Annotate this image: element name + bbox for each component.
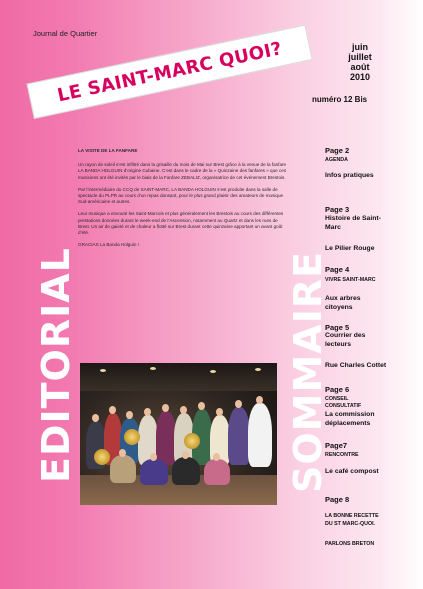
photo-light	[255, 368, 261, 371]
issue-date	[330, 42, 390, 82]
photo-head	[256, 396, 263, 404]
toc-item: PARLONS BRETON	[325, 541, 375, 547]
date-month-1: juin	[352, 42, 368, 52]
editorial-side-title: EDITORIAL	[34, 247, 78, 483]
toc-page-label: Page 8	[325, 495, 350, 504]
article-paragraph: Un rayon de soleil s’est infiltré dans la grisaille du mois de Mai sur Brest grâce à la venue de la fanfare LA BANDA HOLGUIN d’origine Cubaine. C’est dans le cadre de la « Quinzaine des fanfares » que ces musiciens ont été invités par le biais de la Fanfare ZEBALIZ, organisatrice de cet événement Brestois.	[78, 162, 287, 180]
photo-head	[119, 449, 126, 457]
toc-item: Aux arbres	[325, 295, 361, 302]
toc-item: lecteurs	[325, 341, 352, 348]
toc-item: CONSEIL	[325, 396, 349, 402]
photo-person	[156, 411, 176, 465]
photo-head	[144, 408, 151, 416]
article-signoff: GRACIAS La Banda Holguin !	[78, 242, 140, 248]
photo-ceiling	[80, 363, 277, 391]
issue-number: numéro 12 Bis	[312, 95, 368, 104]
toc-item: LA BONNE RECETTE	[325, 513, 379, 519]
toc-item: Infos pratiques	[325, 172, 374, 179]
photo-person	[228, 407, 250, 465]
photo-person	[248, 403, 272, 467]
photo-brass-instrument	[184, 433, 200, 449]
toc-item: La commission	[325, 411, 375, 418]
toc-page-label: Page 3	[325, 205, 350, 214]
article-heading: LA VISITE DE LA FANFARE	[78, 148, 138, 153]
photo-brass-instrument	[94, 449, 110, 465]
photo-person	[140, 459, 168, 485]
article-paragraph: Par l’intermédiaire du CCQ de SAINT-MARC, LA BANDA HOLGUIN s’est produite dans la salle de spectacle du PLPR au cours d’un repas dansant, pour le plus grand plaisir des amateurs de musique Sud-américaine et autres.	[78, 186, 284, 205]
photo-light	[100, 369, 106, 372]
date-year: 2010	[349, 72, 371, 82]
photo-head	[216, 408, 223, 416]
photo-head	[92, 414, 99, 422]
band-photo	[80, 363, 277, 505]
photo-head	[180, 406, 187, 414]
toc-page-label: Page 6	[325, 385, 350, 394]
photo-head	[182, 451, 189, 459]
photo-head	[213, 453, 220, 461]
toc-item: citoyens	[325, 304, 353, 311]
photo-head	[150, 453, 157, 461]
journal-label: Journal de Quartier	[33, 29, 98, 38]
photo-head	[109, 406, 116, 414]
title-banner	[27, 25, 313, 119]
photo-brass-instrument	[124, 429, 140, 445]
photo-person	[204, 459, 230, 485]
toc-item: VIVRE SAINT-MARC	[325, 277, 376, 283]
photo-head	[162, 404, 169, 412]
date-month-2: juillet	[348, 52, 372, 62]
masthead-title: LE SAINT-MARC QUOI?	[55, 37, 284, 106]
toc-page-label: Page 2	[325, 146, 350, 155]
toc-item: AGENDA	[325, 157, 348, 163]
photo-head	[126, 411, 133, 419]
toc-item: DU ST MARC-QUOI.	[325, 521, 376, 527]
sommaire-side-title: SOMMAIRE	[286, 250, 330, 493]
toc-page-label: Page 4	[325, 265, 350, 274]
article-paragraph: Leur musique a envouté les Saint-Marcois et plus généralement les Brestois au cours des différentes prestations données durant le week-end de l’Ascension, notamment au Quartz et dans les rues de Brest. Un air de gaieté et de chaleur a flotté sur Brest durant cette quinzaine apportant un avant goût d’été.	[78, 211, 284, 236]
toc-page-label: Page7	[325, 441, 348, 450]
toc-item: déplacements	[325, 420, 371, 427]
photo-light	[150, 367, 156, 370]
toc-item: Le café compost	[325, 468, 379, 475]
toc-item: CONSULTATIF	[325, 403, 362, 409]
photo-light	[210, 370, 216, 373]
photo-person	[172, 457, 200, 485]
toc-page-label: Page 5	[325, 323, 350, 332]
toc-item: RENCONTRE	[325, 452, 359, 458]
toc-item: Marc	[325, 224, 341, 231]
toc-item: Rue Charles Cottet	[325, 362, 387, 369]
photo-head	[198, 402, 205, 410]
toc-item: Le Pilier Rouge	[325, 245, 375, 252]
editorial-article	[78, 148, 288, 254]
date-month-3: août	[350, 62, 370, 72]
photo-person	[110, 455, 136, 483]
photo-head	[235, 400, 242, 408]
toc-item: Courrier des	[325, 332, 366, 339]
toc-item: Histoire de Saint-	[325, 215, 381, 222]
